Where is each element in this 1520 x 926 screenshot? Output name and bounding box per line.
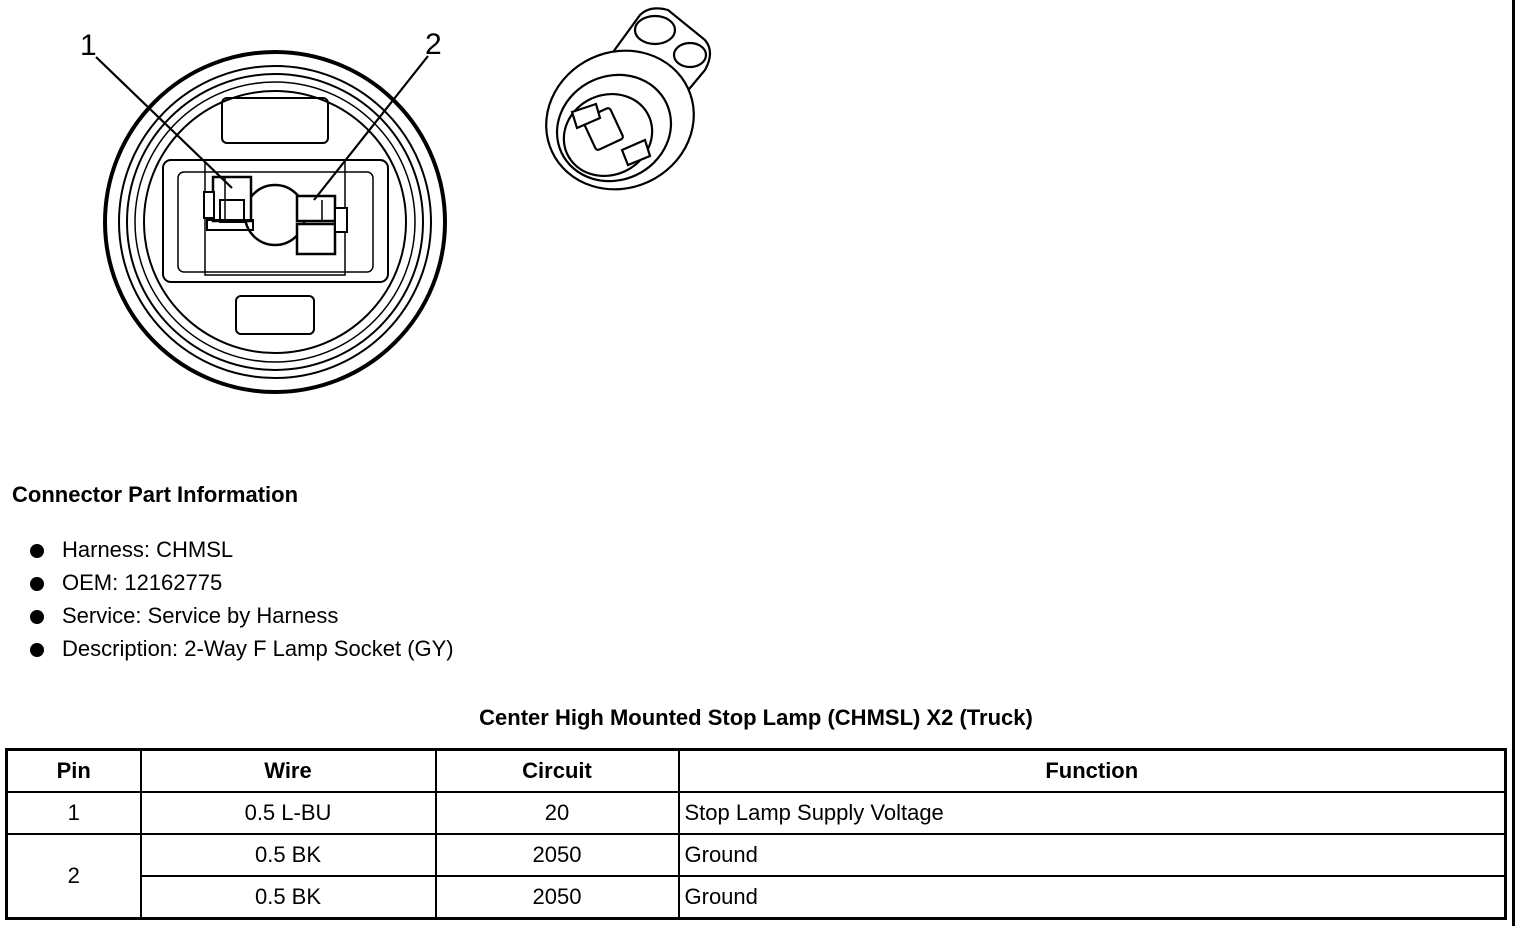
header-function: Function: [679, 750, 1506, 793]
page-right-border: [1512, 0, 1515, 926]
table-row: [7, 834, 1506, 876]
bullet-icon: [30, 577, 44, 591]
lamp-socket-view: [523, 8, 716, 213]
callout-2: 2: [425, 28, 442, 61]
header-pin: Pin: [7, 750, 141, 793]
connector-illustration: [0, 0, 760, 420]
header-circuit: Circuit: [436, 750, 679, 793]
harness-text: Harness: CHMSL: [62, 537, 234, 562]
bullet-icon: [30, 610, 44, 624]
callout-1: 1: [80, 29, 97, 62]
circuit-cell: 20: [436, 792, 679, 834]
description-text: Description: 2-Way F Lamp Socket (GY): [62, 636, 454, 661]
list-item: [28, 536, 454, 569]
function-cell: Ground: [679, 834, 1506, 876]
table-row: [7, 876, 1506, 919]
list-item: [28, 602, 454, 635]
pin-cell: 1: [7, 792, 141, 834]
service-text: Service: Service by Harness: [62, 603, 339, 628]
function-cell: Stop Lamp Supply Voltage: [679, 792, 1506, 834]
circuit-cell: 2050: [436, 834, 679, 876]
connector-info-list: [28, 536, 454, 668]
wire-cell: 0.5 BK: [141, 834, 436, 876]
pin-cell: 2: [7, 834, 141, 919]
table-header-row: [7, 750, 1506, 793]
header-wire: Wire: [141, 750, 436, 793]
connector-info-heading: Connector Part Information: [12, 482, 299, 507]
connector-face-view: [105, 52, 445, 392]
table-row: [7, 792, 1506, 834]
bullet-icon: [30, 544, 44, 558]
circuit-cell: 2050: [436, 876, 679, 919]
oem-text: OEM: 12162775: [62, 570, 223, 595]
wire-cell: 0.5 BK: [141, 876, 436, 919]
list-item: [28, 569, 454, 602]
list-item: [28, 635, 454, 668]
table-title: Center High Mounted Stop Lamp (CHMSL) X2 (Truck): [479, 705, 1033, 730]
function-cell: Ground: [679, 876, 1506, 919]
wire-cell: 0.5 L-BU: [141, 792, 436, 834]
bullet-icon: [30, 643, 44, 657]
pinout-table: [5, 748, 1507, 920]
